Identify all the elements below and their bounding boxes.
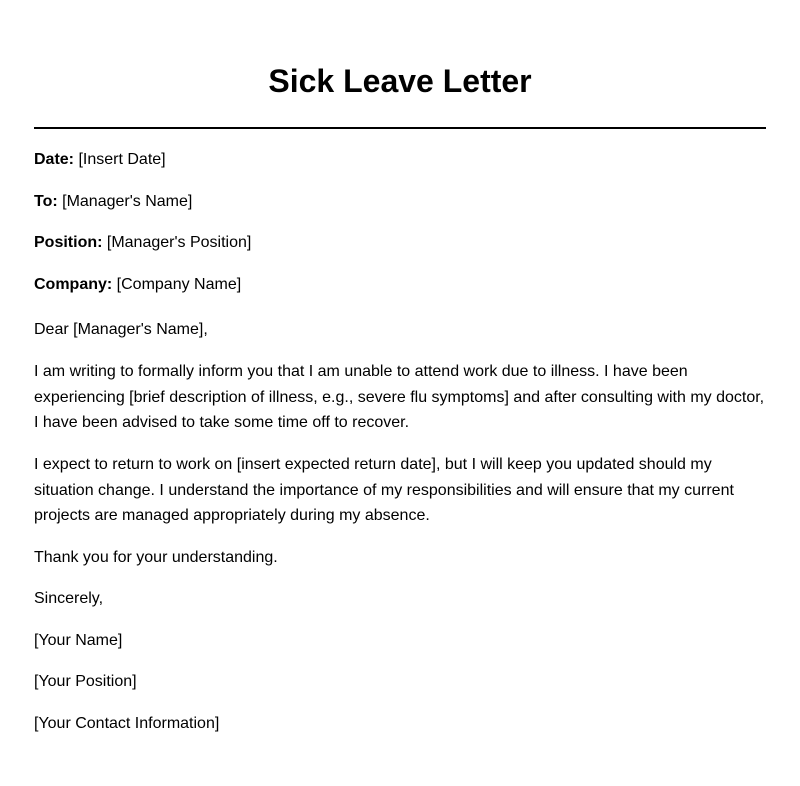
letter-page	[34, 0, 766, 786]
thank-you-line: Thank you for your understanding.	[34, 549, 278, 566]
body-paragraph-2: I expect to return to work on [insert expected return date], but I will keep you updated should my situation change. I understand the importance of my responsibilities and will ensure that my current projects are managed appropriately during my absence.	[34, 456, 734, 524]
closing: Sincerely,	[34, 590, 104, 607]
position-value: [Manager's Position]	[102, 234, 252, 251]
document-title: Sick Leave Letter	[268, 63, 532, 99]
date-label: Date:	[34, 151, 75, 168]
company-value: [Company Name]	[112, 276, 242, 293]
to-value: [Manager's Name]	[57, 193, 193, 210]
company-label: Company:	[34, 276, 113, 293]
position-field	[34, 230, 766, 256]
date-value: [Insert Date]	[74, 151, 166, 168]
body-paragraph-1: I am writing to formally inform you that I am unable to attend work due to illness. I have been experiencing [brief description of illness, e.g., severe flu symptoms] and after consulting with my doctor, I have been advised to take some time off to recover.	[34, 363, 765, 431]
signature-name: [Your Name]	[34, 632, 123, 649]
position-label: Position:	[34, 234, 103, 251]
date-field	[34, 147, 766, 173]
signature-position: [Your Position]	[34, 673, 137, 690]
to-field	[34, 189, 766, 215]
company-field	[34, 272, 766, 298]
signature-contact: [Your Contact Information]	[34, 715, 220, 732]
salutation: Dear [Manager's Name],	[34, 321, 208, 338]
to-label: To:	[34, 193, 58, 210]
title-divider	[34, 127, 766, 129]
